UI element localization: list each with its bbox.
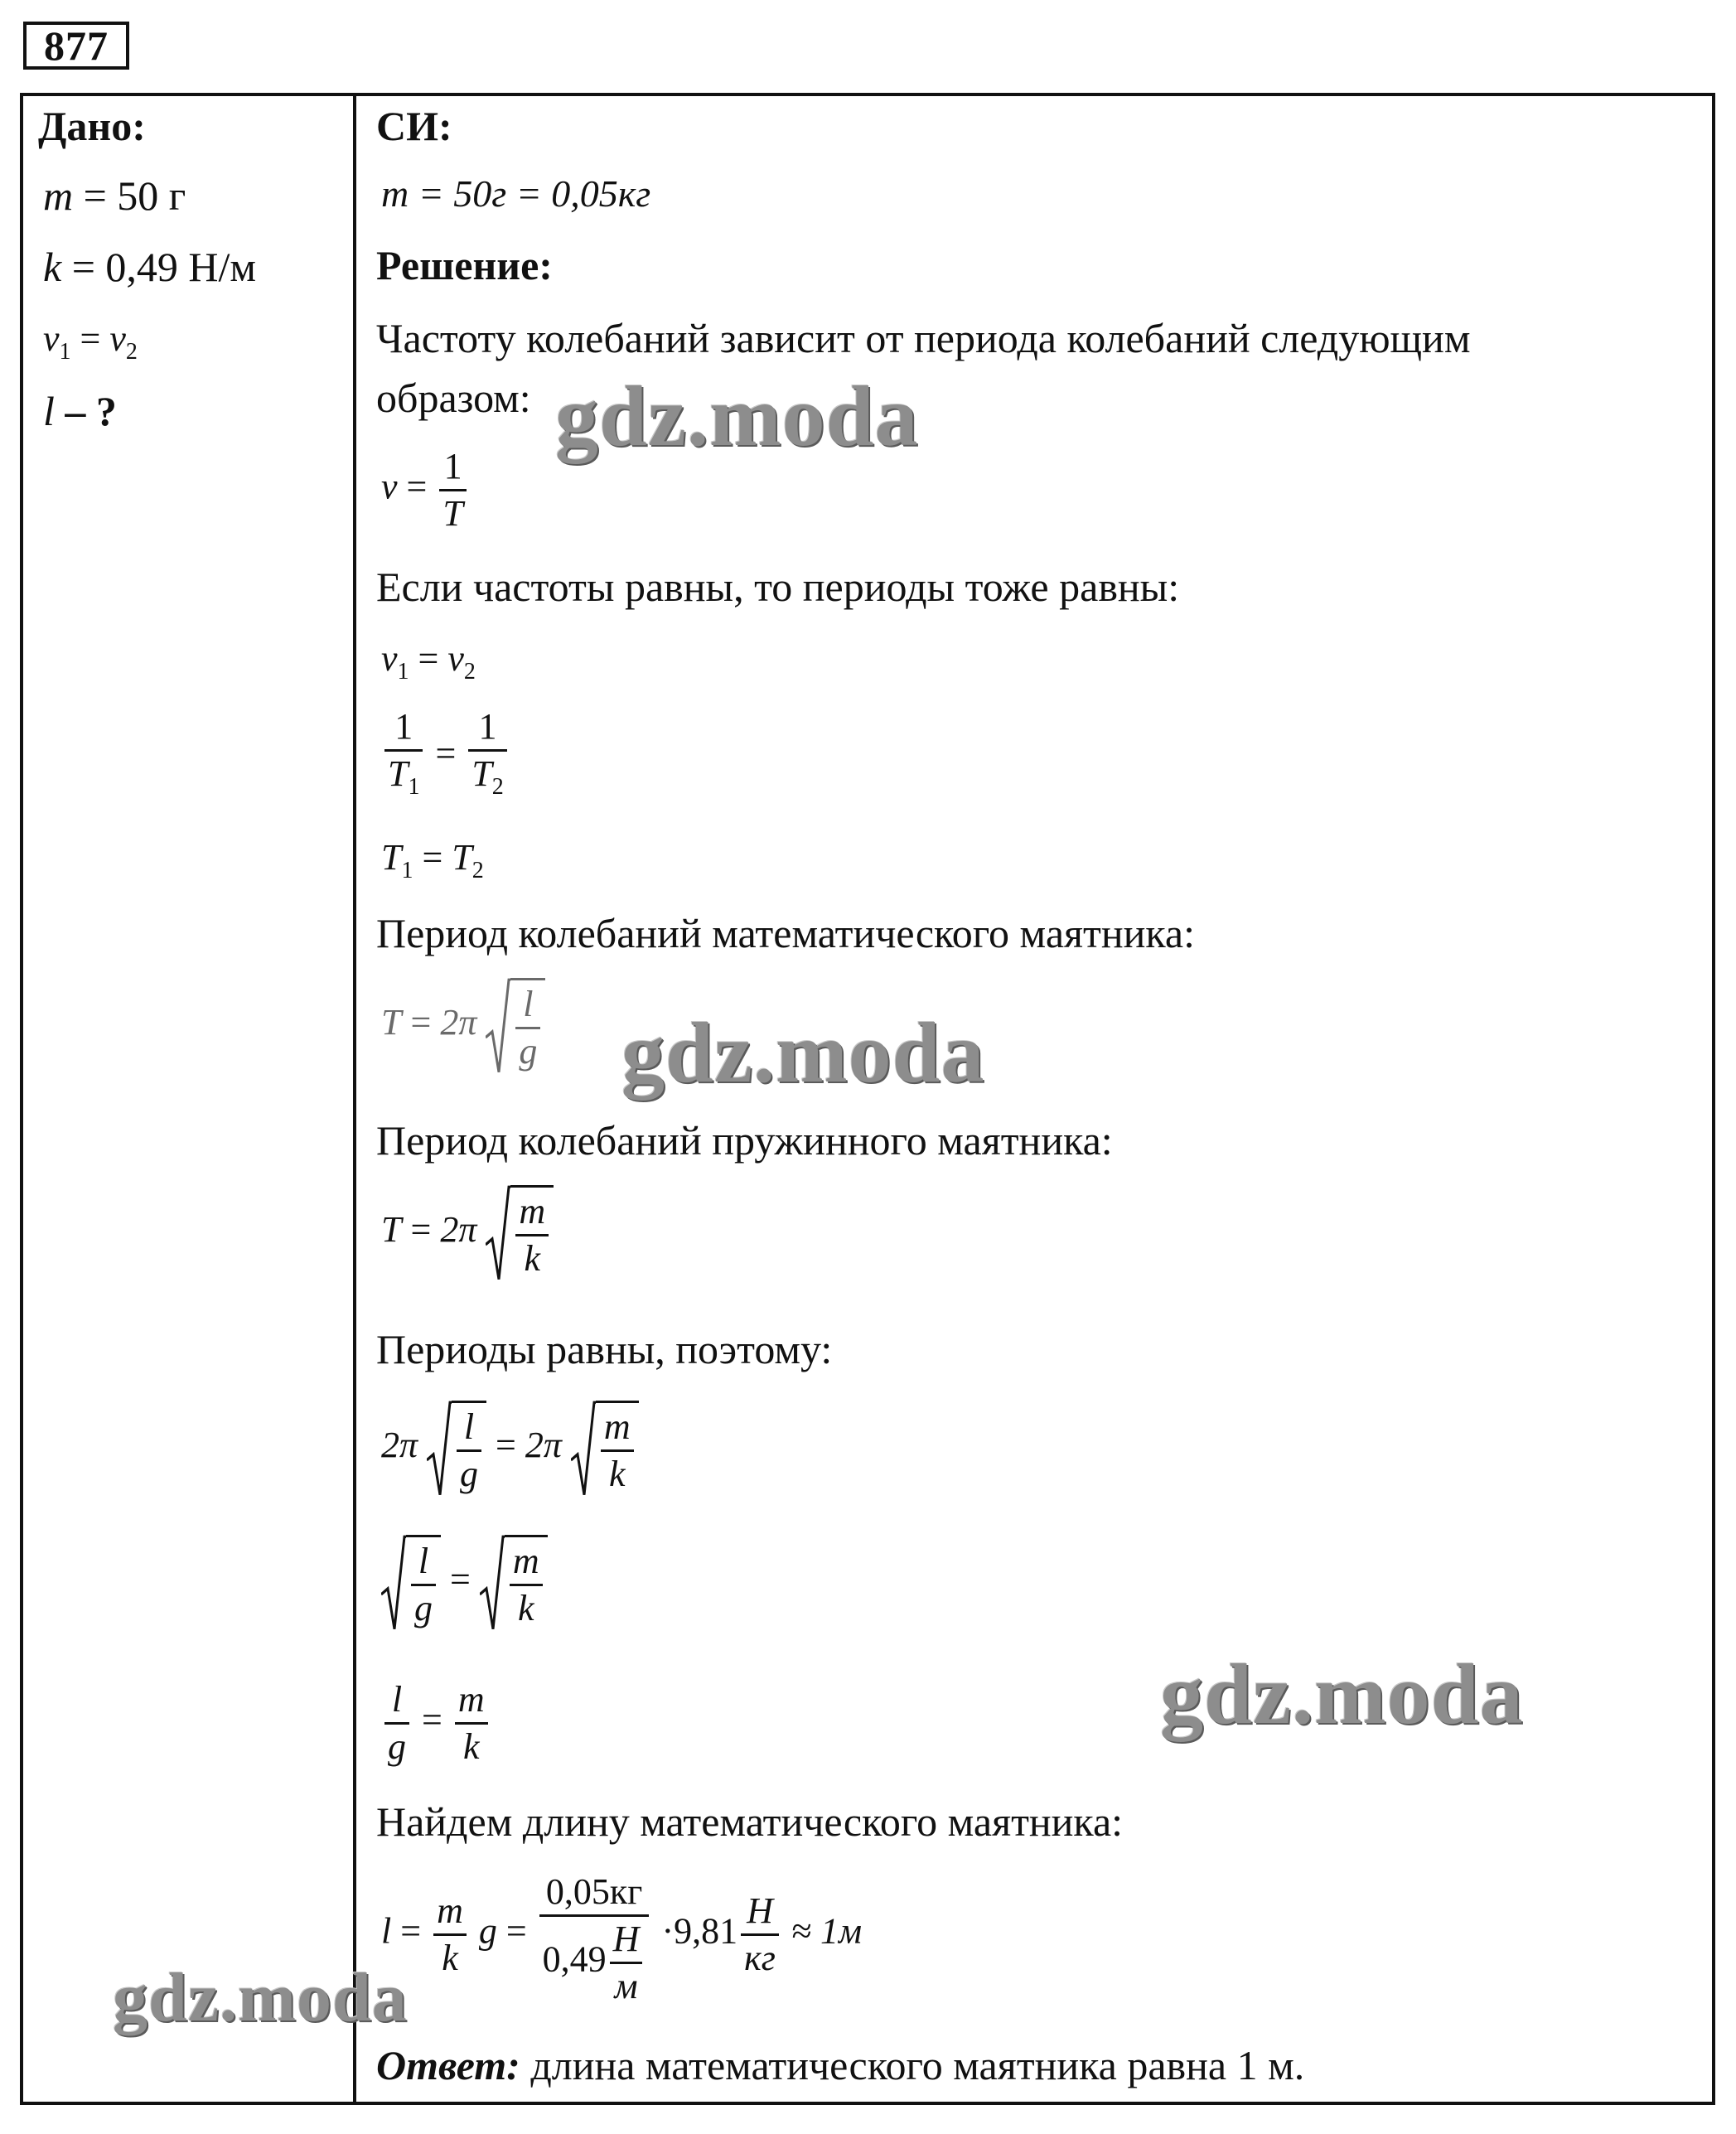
given-heading: Дано: (38, 103, 146, 149)
watermark: gdz.moda (113, 1959, 408, 2036)
watermark: gdz.moda (1160, 1647, 1524, 1742)
si-heading: СИ: (376, 103, 452, 149)
solution-text-1b: образом: (376, 375, 531, 421)
formula-ratio-equal: $\frac{l}{g}$ = $\frac{m}{k}$ (381, 1677, 491, 1769)
formula-frequency-period: ν = $\frac{1}{T}$ (381, 444, 470, 536)
solution-text-6: Найдем длину математического маятника: (376, 1798, 1124, 1845)
formula-math-pendulum: T = 2π $\frac{l}{g}$ (381, 978, 545, 1074)
solution-text-1a: Частоту колебаний зависит от периода колебаний следующим (376, 315, 1471, 361)
formula-spring-pendulum: T = 2π $\frac{m}{k}$ (381, 1185, 554, 1281)
answer-line: Ответ: длина математического маятника равна 1 м. (376, 2042, 1305, 2088)
formula-roots-equal: $\frac{l}{g}$ = $\frac{m}{k}$ (381, 1535, 548, 1631)
solution-heading: Решение: (376, 242, 553, 288)
given-stiffness: k = 0,49 Н/м (43, 244, 257, 290)
given-frequency-equality: $\nu_1 = \nu_2$ (43, 318, 138, 365)
solution-text-4: Период колебаний пружинного маятника: (376, 1117, 1113, 1164)
watermark: gdz.moda (621, 1005, 985, 1101)
formula-final-calculation: l = $\frac{m}{k}$ g = 0,05кг 0,49 $\frac{Н}{м}$ ·9,81 $\frac{Н}{кг}$ ≈ 1м (381, 1871, 863, 2006)
column-divider (353, 93, 356, 2105)
formula-inverse-periods: $\frac{1}{T_1}$ = $\frac{1}{T_2}$ (381, 704, 510, 810)
given-unknown: l – ? (43, 388, 117, 434)
formula-frequencies-equal: $\nu_1 = \nu_2$ (381, 638, 476, 685)
solution-text-3: Период колебаний математического маятника: (376, 910, 1196, 956)
problem-number: 877 (23, 22, 129, 70)
given-mass: m = 50 г (43, 172, 186, 219)
watermark: gdz.moda (555, 369, 919, 464)
solution-text-2: Если частоты равны, то периоды тоже равны: (376, 564, 1180, 610)
solution-text-5: Периоды равны, поэтому: (376, 1326, 833, 1372)
formula-periods-equal: $T_1 = T_2$ (381, 837, 484, 883)
formula-periods-combined: 2π $\frac{l}{g}$ = 2π $\frac{m}{k}$ (381, 1401, 639, 1497)
si-conversion: m = 50г = 0,05кг (381, 172, 651, 215)
